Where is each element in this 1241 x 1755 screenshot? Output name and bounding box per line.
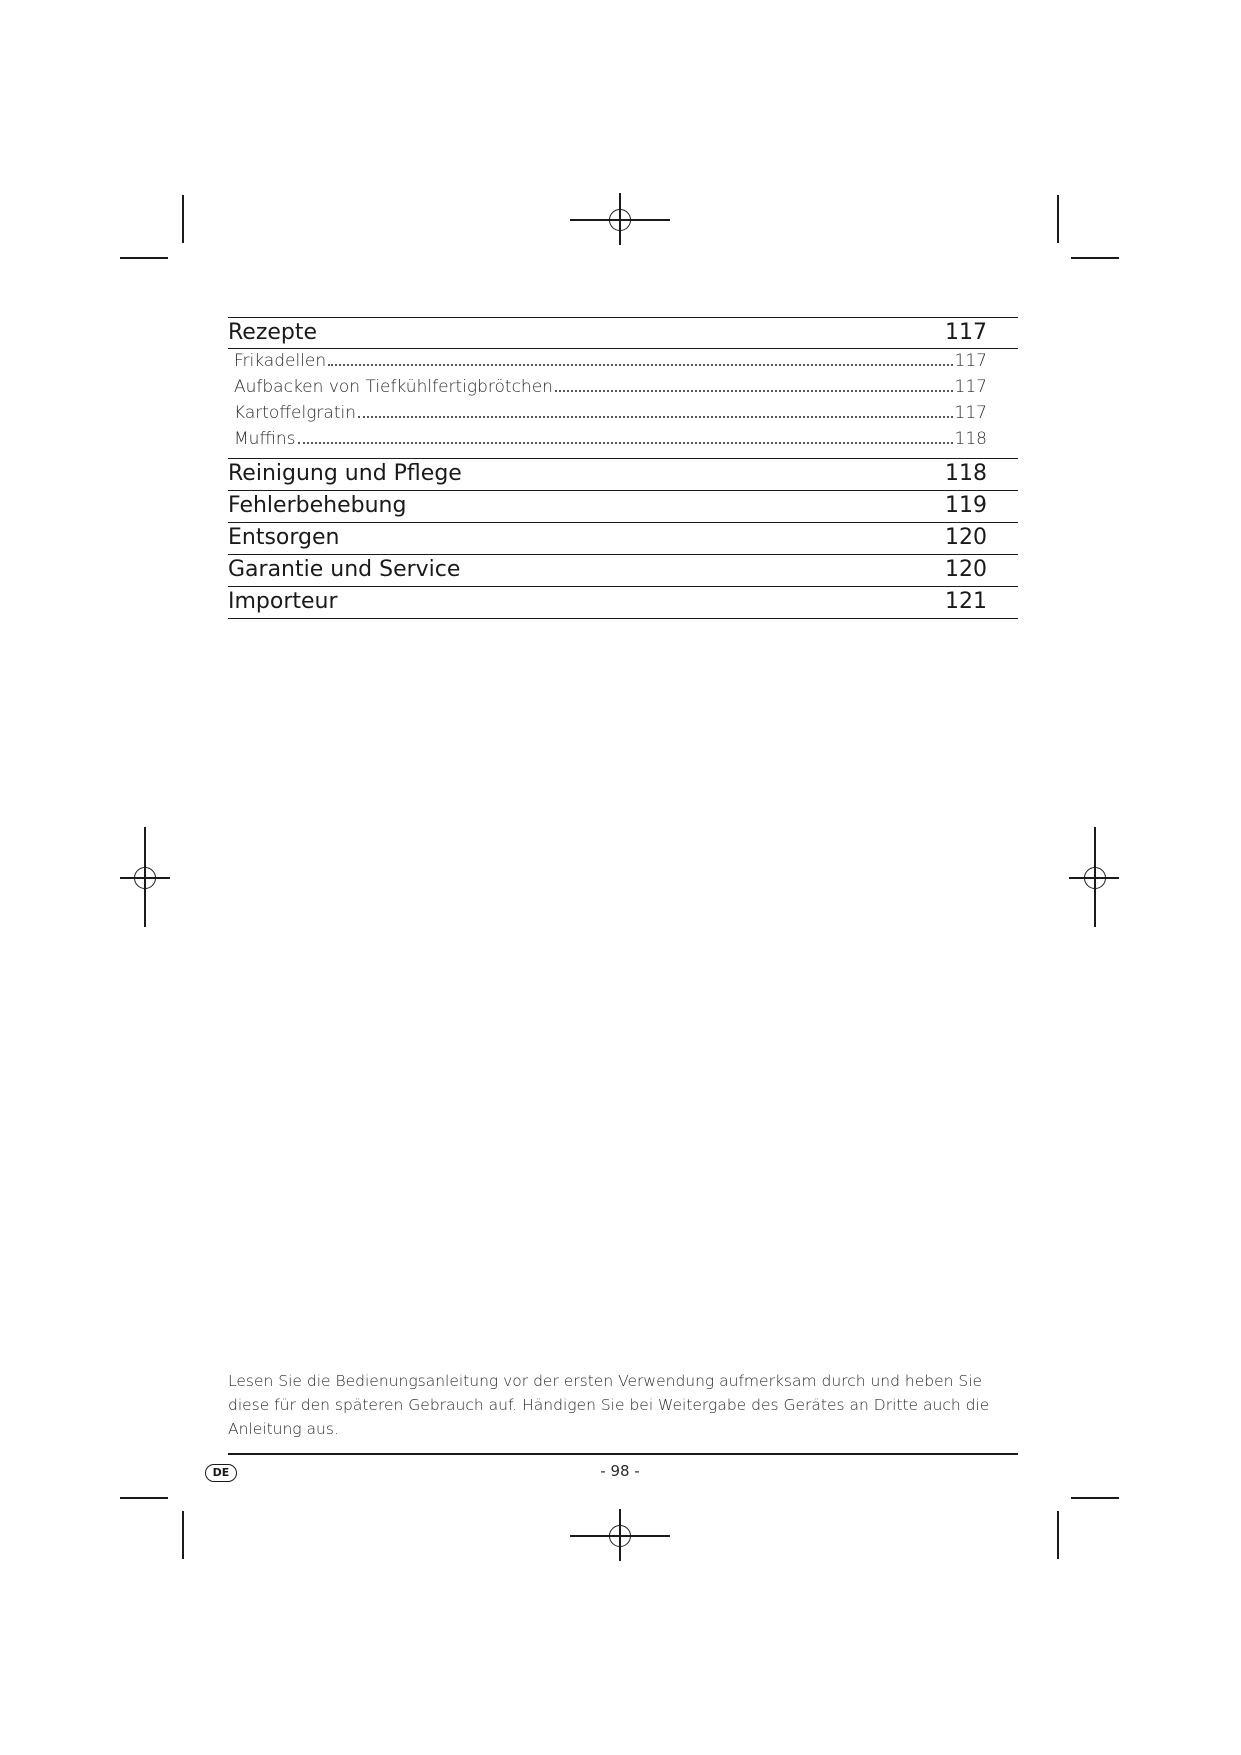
crop-mark [182,1511,184,1559]
crop-mark [120,257,168,259]
toc-sub-title: Muffins [234,429,296,449]
toc-main-entry[interactable] [228,523,1018,555]
toc-sub-page: 117 [954,377,987,397]
language-badge: DE [205,1464,237,1482]
toc-sub-entry[interactable] [228,429,1018,455]
toc-sub-title: Aufbacken von Tiefkühlfertigbrötchen [234,377,553,397]
crop-mark [1071,1497,1119,1499]
crop-mark [1071,257,1119,259]
registration-circle-icon [609,1525,631,1547]
toc-main-entry[interactable] [228,491,1018,523]
page-number: - 98 - [600,1462,640,1480]
toc-entry-title: Garantie und Service [228,557,461,582]
toc-main-entry[interactable] [228,587,1018,619]
registration-circle-icon [134,867,156,889]
toc-sub-title: Kartoffelgratin [234,403,356,423]
toc-entry-title: Rezepte [228,320,318,345]
dot-leader [358,416,953,418]
toc-sub-entry[interactable] [228,403,1018,429]
registration-circle-icon [1084,867,1106,889]
toc-entry-page: 119 [945,493,987,518]
dot-leader [298,442,953,444]
toc-entry-page: 121 [945,589,987,614]
toc-entry-title: Importeur [228,589,338,614]
toc-sub-title: Frikadellen [234,351,327,371]
toc-entry-title: Entsorgen [228,525,340,550]
toc-entry-page: 120 [945,557,987,582]
footer-divider [228,1453,1018,1455]
toc-sub-entry[interactable] [228,377,1018,403]
crop-mark [120,1497,168,1499]
toc-main-entry[interactable] [228,317,1018,349]
table-of-contents [228,317,1018,619]
toc-main-entry[interactable] [228,555,1018,587]
reading-notice: Lesen Sie die Bedienungsanleitung vor der ersten Verwendung aufmerksam durch und heben Sie diese für den späteren Gebrauch auf. Händigen Sie bei Weitergabe des Gerätes an Dritte auch die Anleitung aus. [228,1372,990,1438]
registration-circle-icon [609,209,631,231]
crop-mark [1057,195,1059,243]
crop-mark [182,195,184,243]
toc-sub-page: 118 [954,429,987,449]
dot-leader [555,390,953,392]
crop-mark [1057,1511,1059,1559]
toc-entry-title: Reinigung und Pflege [228,461,462,486]
toc-entry-page: 118 [945,461,987,486]
dot-leader [328,364,952,366]
toc-entry-title: Fehlerbehebung [228,493,407,518]
toc-sub-entry[interactable] [228,351,1018,377]
toc-entry-page: 120 [945,525,987,550]
toc-sub-page: 117 [954,351,987,371]
toc-sub-page: 117 [954,403,987,423]
toc-entry-page: 117 [945,320,987,345]
toc-main-entry[interactable] [228,459,1018,491]
toc-sub-list [228,349,1018,459]
